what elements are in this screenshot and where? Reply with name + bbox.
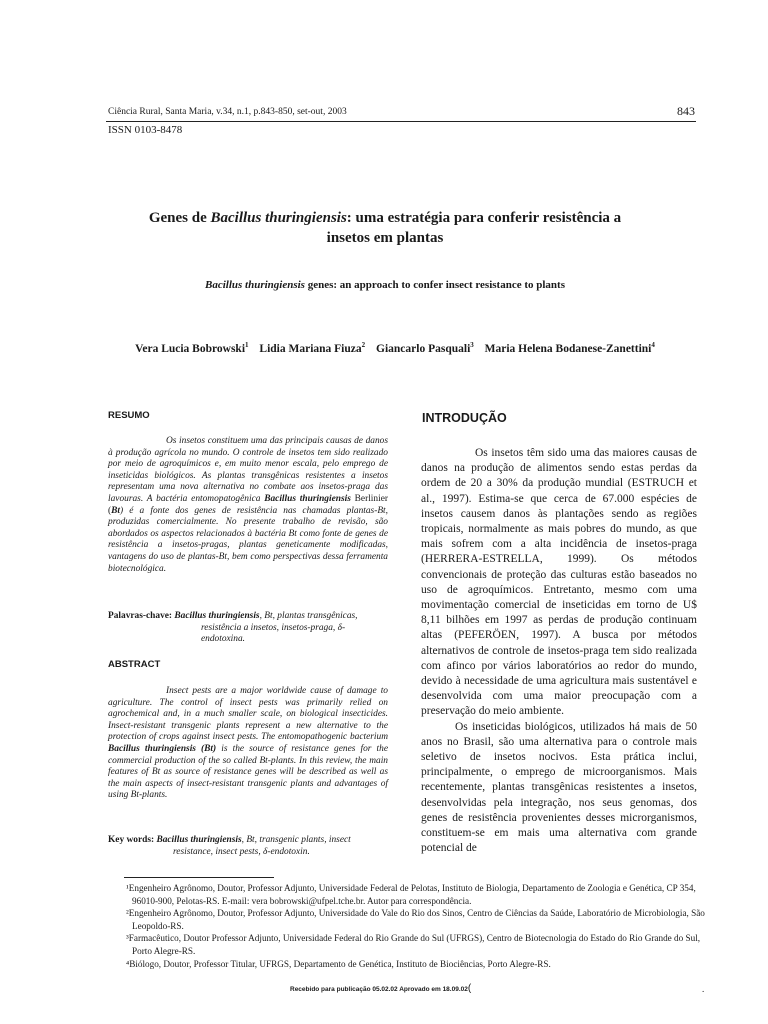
- author-name: Vera Lucia Bobrowski: [135, 342, 246, 355]
- keywords-en-species: Bacillus thuringiensis: [156, 835, 242, 845]
- title-post: : uma estratégia para conferir resistência a insetos em plantas: [326, 210, 622, 246]
- keywords-pt-line1: , Bt, plantas transgênicas,: [259, 611, 358, 621]
- corner-mark: .: [702, 984, 705, 994]
- keywords-en-line1: , Bt, transgenic plants, insect: [241, 835, 351, 845]
- resumo-bt: Bt: [111, 505, 120, 516]
- keywords-pt-line2: resistência a insetos, insetos-praga, δ-: [201, 622, 346, 633]
- intro-paragraph: [421, 720, 697, 857]
- resumo-text: [108, 436, 388, 575]
- received-mark: (: [467, 983, 472, 994]
- resumo-heading: RESUMO: [108, 410, 150, 421]
- footnotes: [126, 882, 706, 970]
- resumo-species: Bacillus thuringiensis: [264, 493, 351, 504]
- title-species: Bacillus thuringiensis: [210, 210, 347, 226]
- journal-citation: Ciência Rural, Santa Maria, v.34, n.1, p.843-850, set-out, 2003: [108, 107, 347, 117]
- keywords-en-label: Key words:: [108, 835, 157, 845]
- keywords-pt-label: Palavras-chave:: [108, 611, 175, 621]
- author-affiliation-mark: 1: [245, 341, 249, 349]
- abstract-text-a: Insect pests are a major worldwide cause of damage to agriculture. The control of insect pests was primarily relied on agrochemical and, in a much smaller scale, on biological insecticides. Insect-resistant transgenic plants represent a new alternative to the protection of crops against insect pests. The entomopathogenic bacterium: [108, 686, 388, 743]
- article-title: [130, 208, 640, 248]
- abstract-text: [108, 686, 388, 802]
- abstract-species: Bacillus thuringiensis (Bt): [108, 743, 217, 754]
- intro-paragraph-2: Os inseticidas biológicos, utilizados há mais de 50 anos no Brasil, são uma alternativa para o controle mais seletivo de insetos nocivos. Esta prática inclui, principalmente, o emprego de microorganismos. Mais recentemente, plantas transgênicas resistentes a insetos, desenvolvidas pela integração, nos seus genomas, dos genes de resistência provenientes desses microrganismos, constituem-se em mais uma alternativa com grande potencial de: [421, 720, 697, 855]
- issn: ISSN 0103-8478: [108, 124, 183, 136]
- keywords-en: [108, 835, 388, 858]
- keywords-pt: [108, 611, 388, 646]
- footnote-rule: [124, 877, 274, 878]
- resumo-author-name: Berlinier (: [108, 493, 388, 516]
- author-list: [100, 341, 690, 355]
- keywords-pt-line3: endotoxina.: [201, 634, 246, 645]
- author-affiliation-mark: 4: [651, 341, 655, 349]
- intro-paragraph: [421, 446, 697, 720]
- abstract-text-b: is the source of resistance genes for the commercial production of the so called Bt-plants. In this review, the main features of Bt as source of resistance genes will be described as well as the main aspects of insect-resistant transgenic plants and advantages of using Bt-plants.: [108, 743, 388, 801]
- resumo-text-a: Os insetos constituem uma das principais causas de danos à produção agrícola no mundo. O controle de insetos tem sido realizado por meio de agroquímicos e, em muito menor escala, pelo emprego de inseticidas biológicos. As plantas transgênicas resistentes a insetos representam uma nova alternativa no combate aos insetos-praga das lavouras. A bactéria entomopatogênica: [108, 436, 388, 504]
- keywords-pt-species: Bacillus thuringiensis: [174, 611, 260, 621]
- resumo-text-b: ) é a fonte dos genes de resistência nas chamadas plantas-Bt, produzidas comercialmente. No presente trabalho de revisão, são abordados os aspectos relacionados à bactéria Bt como fonte de genes de resistência a insetos-pragas, plantas geneticamente modificadas, vantagens do uso de plantas-Bt, bem como perspectivas dessa ferramenta biotecnológica.: [108, 505, 388, 574]
- page-number: 843: [677, 104, 695, 118]
- author-name: Maria Helena Bodanese-Zanettini: [484, 342, 652, 355]
- en-title-species: Bacillus thuringiensis: [205, 279, 305, 291]
- english-title: [110, 279, 660, 291]
- en-title-post: genes: an approach to confer insect resistance to plants: [304, 279, 565, 291]
- footnote-3: ³Farmacêutico, Doutor Professor Adjunto, Universidade Federal do Rio Grande do Sul (UFRGS), Centro de Biotecnologia do Estado do Rio Grande do Sul, Porto Alegre-RS.: [126, 933, 701, 956]
- author-name: Lidia Mariana Fiuza: [259, 342, 362, 355]
- author-affiliation-mark: 3: [470, 341, 474, 349]
- keywords-en-line2: resistance, insect pests, δ-endotoxin.: [173, 846, 310, 857]
- received-dates: [290, 983, 471, 994]
- author-affiliation-mark: 2: [361, 341, 366, 349]
- intro-paragraph-1: Os insetos têm sido uma das maiores causas de danos na produção de alimentos sendo estas perdas da ordem de 20 a 30% da produção mundial (ESTRUCH et al., 1997). Estima-se que cerca de 67.000 espécies de insetos causem danos às plantações sendo as regiões tropicais, normalmente as mais pobres do mundo, as que mais sofrem com a alta incidência de insetos-praga (HERRERA-ESTRELLA, 1999). Os métodos convencionais de proteção das culturas estão baseados no uso de agroquímicos. Entretanto, mesmo com uma movimentação comercial de inseticidas em torno de U$ 8,11 bilhões em 1997 as perdas de produção continuam altas (PEFERÖEN, 1997). A busca por métodos alternativos de controle de insetos-praga tem sido realizada com afinco por vários laboratórios ao redor do mundo, devido à necessidade de uma agricultura mais sustentável e desenvolvida com uma maior preocupação com a preservação do meio ambiente.: [421, 447, 697, 718]
- footnote-4: ⁴Biólogo, Doutor, Professor Titular, UFRGS, Departamento de Genética, Instituto de Biociências, Porto Alegre-RS.: [126, 958, 551, 969]
- abstract-heading: ABSTRACT: [108, 659, 161, 670]
- header-rule: [106, 121, 696, 122]
- footnote-1: ¹Engenheiro Agrônomo, Doutor, Professor Adjunto, Universidade Federal de Pelotas, Instituto de Biologia, Departamento de Zoologia e Genética, CP 354, 96010-900, Pelotas-RS. E-mail: vera bobrowski@ufpel.tche.br. Autor para correspondência.: [126, 883, 696, 906]
- received-text: Recebido para publicação 05.02.02 Aprovado em 18.09.02: [290, 986, 468, 993]
- footnote-2: ²Engenheiro Agrônomo, Doutor, Professor Adjunto, Universidade do Vale do Rio dos Sinos, Centro de Ciências da Saúde, Laboratório de Microbiologia, São Leopoldo-RS.: [126, 908, 705, 931]
- intro-text: [421, 446, 697, 856]
- intro-heading: INTRODUÇÃO: [422, 411, 507, 425]
- author-name: Giancarlo Pasquali: [376, 342, 471, 355]
- title-pre: Genes de: [148, 210, 211, 226]
